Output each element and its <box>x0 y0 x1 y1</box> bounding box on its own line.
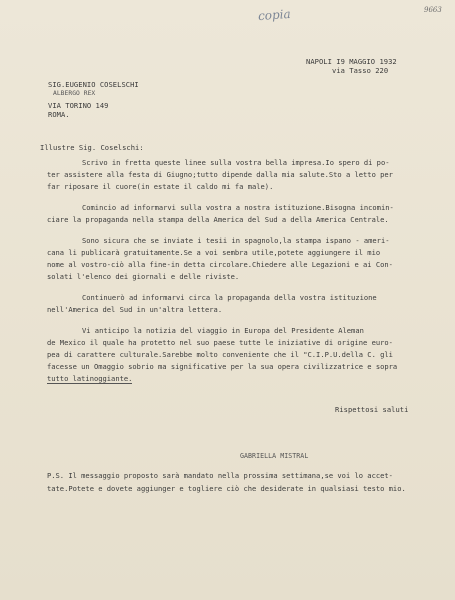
body-line: ter assistere alla festa di Giugno;tutto dipende dalla mia salute.Sto a letto per <box>47 170 393 179</box>
body-line: facesse un Omaggio sobrio ma significative per la sua opera civilizzatrice e sopra <box>47 362 398 371</box>
body-line: Vi anticipo la notizia del viaggio in Europa del Presidente Aleman <box>82 326 364 335</box>
street-address-line: via Tasso 220 <box>332 66 389 75</box>
postscript-line: P.S. Il messaggio proposto sarà mandato nella prossima settimana,se voi lo accet- <box>47 471 393 480</box>
recipient-name: SIG.EUGENIO COSELSCHI <box>48 80 139 89</box>
body-line: Continuerò ad informarvi circa la propaganda della vostra istituzione <box>82 293 377 302</box>
recipient-street: VIA TORINO 149 <box>48 101 109 110</box>
recipient-hotel: ALBERGO REX <box>53 90 96 97</box>
body-line: cana li publicarà gratuitamente.Se a voi sembra utile,potete aggiungere il mio <box>47 248 381 257</box>
signature: GABRIELLA MISTRAL <box>240 452 309 460</box>
archive-number: 9663 <box>424 6 442 14</box>
body-line: ciare la propaganda nella stampa della America del Sud a della America Centrale. <box>47 215 389 224</box>
body-line: de Mexico il quale ha protetto nel suo paese tutte le iniziative di origine euro- <box>47 338 393 347</box>
recipient-city: ROMA. <box>48 110 70 119</box>
postscript-line: tate.Potete e dovete aggiunger e togliere ciò che desiderate in qualsiasi testo mio. <box>47 484 406 493</box>
body-line: nome al vostro-ciò alla fine-in detta circolare.Chiedere alle Legazioni e ai Con- <box>47 260 393 269</box>
place-date-line: NAPOLI I9 MAGGIO 1932 <box>306 57 397 66</box>
body-line-underlined: tutto latinoggiante. <box>47 374 133 383</box>
closing: Rispettosi saluti <box>335 405 409 414</box>
body-line: Comincio ad informarvi sulla vostra a nostra istituzione.Bisogna incomin- <box>82 203 394 212</box>
salutation: Illustre Sig. Coselschi: <box>40 143 144 152</box>
body-line: solati l'elenco dei giornali e delle riviste. <box>47 272 240 281</box>
body-line: pea di carattere culturale.Sarebbe molto conveniente che il "C.I.P.U.della C. gli <box>47 350 393 359</box>
body-line: nell'America del Sud in un'altra lettera. <box>47 305 223 314</box>
body-line: Sono sicura che se inviate i tesii in spagnolo,la stampa ispano - ameri- <box>82 236 390 245</box>
body-line: Scrivo in fretta queste linee sulla vostra bella impresa.Io spero di po- <box>82 158 390 167</box>
handwritten-copia-note: copia <box>257 6 292 24</box>
body-line: far riposare il cuore(in estate il caldo mi fa male). <box>47 182 274 191</box>
